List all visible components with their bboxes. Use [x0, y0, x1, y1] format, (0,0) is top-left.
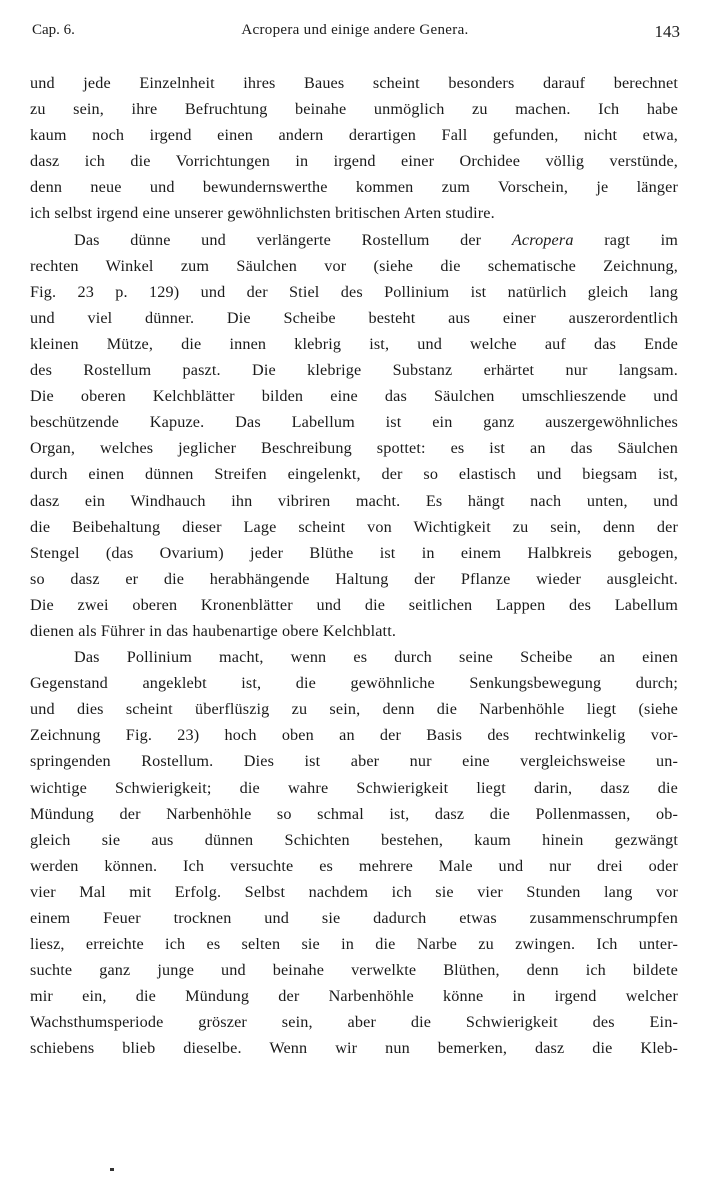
text-line: Das dünne und verlängerte Rostellum der Acropera ragt im: [74, 230, 678, 249]
text-line: wichtige Schwierigkeit; die wahre Schwierigkeit liegt darin, dasz die: [30, 778, 678, 797]
text-line: und dies scheint überflüszig zu sein, denn die Narbenhöhle liegt (siehe: [30, 700, 678, 719]
text-line: einem Feuer trocknen und sie dadurch etwas zusammenschrumpfen: [30, 909, 678, 927]
genus-name: Acropera: [511, 230, 574, 249]
text-line: die Beibehaltung dieser Lage scheint von Wichtigkeit zu sein, denn der: [30, 517, 678, 536]
chapter-label: Cap. 6.: [32, 22, 75, 38]
text-line: liesz, erreichte ich es selten sie in die Narbe zu zwingen. Ich unter-: [30, 935, 678, 954]
text-line: suchte ganz junge und beinahe verwelkte Blüthen, denn ich bildete: [30, 961, 678, 980]
text-line: gleich sie aus dünnen Schichten bestehen, kaum hinein gezwängt: [30, 830, 678, 849]
text-line: Mündung der Narbenhöhle so schmal ist, dasz die Pollenmassen, ob-: [30, 804, 678, 823]
text-line: Die oberen Kelchblätter bilden eine das Säulchen umschlieszende und: [30, 387, 678, 406]
text-line: Zeichnung Fig. 23) hoch oben an der Basis des rechtwinkelig vor-: [30, 726, 678, 745]
text-line: ich selbst irgend eine unserer gewöhnlichsten britischen Arten studire.: [30, 204, 495, 223]
text-line: des Rostellum paszt. Die klebrige Substanz erhärtet nur langsam.: [30, 361, 678, 380]
text-line: und viel dünner. Die Scheibe besteht aus einer auszerordentlich: [30, 308, 678, 327]
text-line: Die zwei oberen Kronenblätter und die seitlichen Lappen des Labellum: [30, 595, 678, 614]
text-line: so dasz er die herabhängende Haltung der Pflanze wieder ausgleicht.: [30, 569, 678, 588]
text-line: Wachsthumsperiode gröszer sein, aber die Schwierigkeit des Ein-: [30, 1013, 678, 1032]
text-line: Fig. 23 p. 129) und der Stiel des Pollinium ist natürlich gleich lang: [30, 282, 678, 301]
text-line: schiebens blieb dieselbe. Wenn wir nun bemerken, dasz die Kleb-: [30, 1039, 678, 1058]
text-line: kleinen Mütze, die innen klebrig ist, und welche auf das Ende: [30, 334, 678, 353]
print-mark: [110, 1168, 114, 1171]
text-line: Gegenstand angeklebt ist, die gewöhnliche Senkungsbewegung durch;: [30, 674, 678, 693]
running-head: [30, 20, 680, 46]
text-line: denn neue und bewundernswerthe kommen zum Vorschein, je länger: [30, 178, 678, 197]
body-text: [30, 70, 678, 1062]
text-line: Das Pollinium macht, wenn es durch seine Scheibe an einen: [74, 648, 678, 667]
text-line: und jede Einzelnheit ihres Baues scheint besonders darauf berechnet: [30, 74, 678, 92]
running-title: Acropera und einige andere Genera.: [241, 22, 469, 38]
text-line: mir ein, die Mündung der Narbenhöhle könne in irgend welcher: [30, 987, 678, 1006]
text-line: zu sein, ihre Befruchtung beinahe unmöglich zu machen. Ich habe: [30, 100, 678, 119]
text-line: dienen als Führer in das haubenartige obere Kelchblatt.: [30, 621, 397, 640]
text-line: durch einen dünnen Streifen eingelenkt, der so elastisch und biegsam ist,: [30, 465, 678, 484]
text-line: dasz ich die Vorrichtungen in irgend einer Orchidee völlig verstünde,: [30, 152, 678, 171]
text-line: beschützende Kapuze. Das Labellum ist ein ganz auszergewöhnliches: [30, 413, 678, 432]
text-line: kaum noch irgend einen andern derartigen Fall gefunden, nicht etwa,: [30, 126, 678, 145]
text-line: springenden Rostellum. Dies ist aber nur eine vergleichsweise un-: [30, 752, 678, 771]
page-number: 143: [654, 22, 680, 41]
text-line: Stengel (das Ovarium) jeder Blüthe ist in einem Halbkreis gebogen,: [30, 543, 678, 562]
text-line: werden können. Ich versuchte es mehrere Male und nur drei oder: [30, 856, 678, 875]
text-line: vier Mal mit Erfolg. Selbst nachdem ich sie vier Stunden lang vor: [30, 882, 678, 901]
text-line: rechten Winkel zum Säulchen vor (siehe die schematische Zeichnung,: [30, 256, 678, 275]
text-line: Organ, welches jeglicher Beschreibung spottet: es ist an das Säulchen: [30, 439, 678, 458]
text-line: dasz ein Windhauch ihn vibriren macht. Es hängt nach unten, und: [30, 491, 678, 510]
